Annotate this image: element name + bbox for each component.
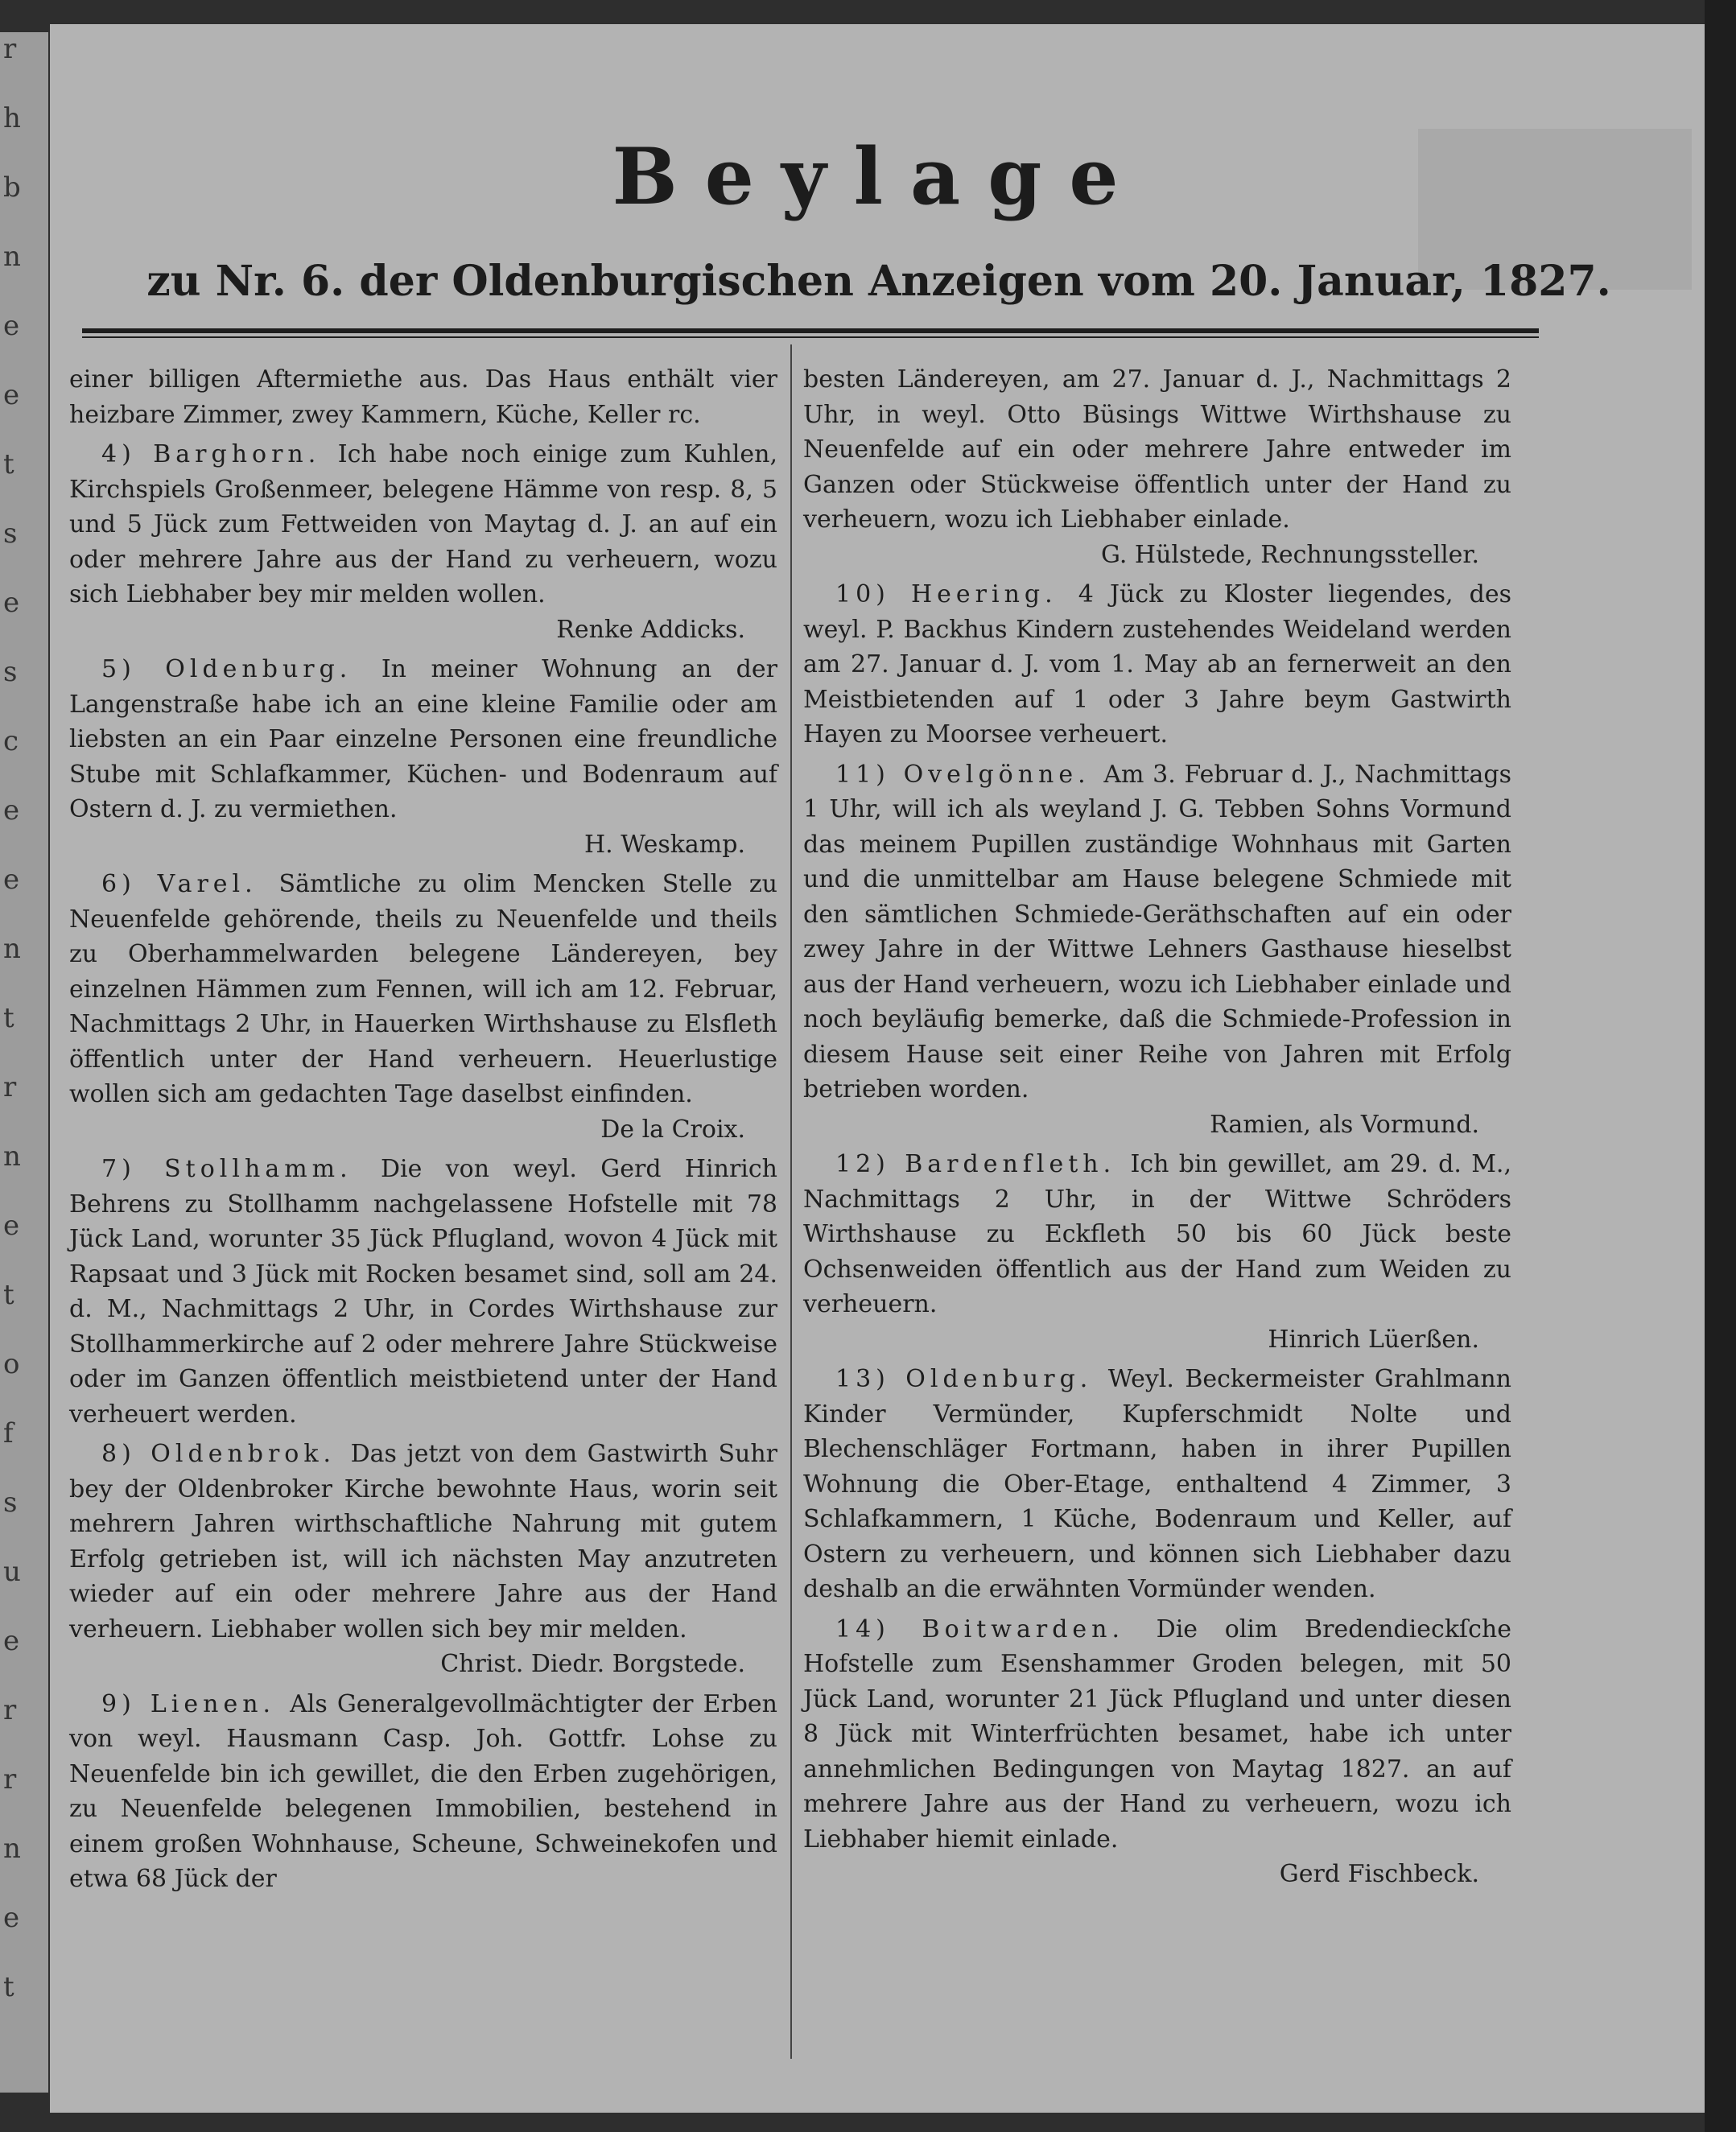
margin-fragment: u xyxy=(3,1556,21,1588)
margin-fragment: r xyxy=(3,1694,17,1726)
page-subtitle: zu Nr. 6. der Oldenburgischen Anzeigen vom 20. Januar, 1827. xyxy=(146,257,1611,306)
margin-fragment: e xyxy=(3,310,20,342)
margin-fragment: e xyxy=(3,794,20,827)
notice-signature: Ramien, als Vormund. xyxy=(1210,1110,1479,1139)
notice-text: Ich habe noch einige zum Kuhlen, Kirchspiels Großenmeer, belegene Hämme von resp. 8, 5 und 5 Jück zum Fettweiden von Maytag d. J. an auf ein oder mehrere Jahre aus der Hand zu verheuern, wozu sich Liebhaber bey mir melden wollen. xyxy=(69,440,777,608)
notice-text: Ich bin gewillet, am 29. d. M., Nachmittags 2 Uhr, in der Wittwe Schröders Wirthshause zu Eckfleth 50 bis 60 Jück beste Ochsenweiden öffentlich aus der Hand zum Weiden zu verheuern. xyxy=(803,1150,1511,1318)
notice-text: Weyl. Beckermeister Grahlmann Kinder Vermünder, Kupferschmidt Nolte und Blechenschläger Fortmann, haben in ihrer Pupillen Wohnung die Ober-Etage, enthaltend 4 Zimmer, 3 Schlafkammern, 1 Küche, Bodenraum und Keller, auf Ostern zu verheuern, und können sich Liebhaber dazu deshalb an die erwähnten Vormünder wenden. xyxy=(803,1365,1511,1603)
right-column xyxy=(803,362,1511,1897)
notice-place: 14) Boitwarden. xyxy=(835,1614,1157,1643)
notice-paragraph xyxy=(69,1687,777,1897)
margin-fragment: n xyxy=(3,1140,21,1173)
notice-paragraph xyxy=(803,1612,1511,1892)
notice-paragraph xyxy=(69,1152,777,1432)
left-page-edge xyxy=(0,32,48,2093)
notice-text: 4 Jück zu Kloster liegendes, des weyl. P. Backhus Kindern zustehendes Weideland werden am 27. Januar d. J. vom 1. May ab an fernerweit an den Meistbietenden auf 1 oder 3 Jahre beym Gastwirth Hayen zu Moorsee verheuert. xyxy=(803,580,1511,748)
notice-paragraph xyxy=(69,652,777,862)
notice-signature: H. Weskamp. xyxy=(583,830,745,859)
margin-fragment: s xyxy=(3,518,18,550)
notice-text: besten Ländereyen, am 27. Januar d. J., Nachmittags 2 Uhr, in weyl. Otto Büsings Wittwe Wirthshause zu Neuenfelde auf ein oder mehrere Jahre entweder im Ganzen oder Stückweise öffentlich unter der Hand zu verheuern, wozu ich Liebhaber einlade. xyxy=(803,365,1511,534)
notice-signature: G. Hülstede, Rechnungssteller. xyxy=(1100,540,1479,569)
margin-fragment: t xyxy=(3,1002,14,1034)
page-title: Beylage xyxy=(612,131,1146,222)
notice-paragraph xyxy=(69,362,777,432)
margin-fragment: c xyxy=(3,725,19,757)
notice-text: Die von weyl. Gerd Hinrich Behrens zu Stollhamm nachgelassene Hofstelle mit 78 Jück Land, worunter 35 Jück Pflugland, wovon 4 Jück mit Rapsaat und 3 Jück mit Rocken besamet sind, soll am 24. d. M., Nachmittags 2 Uhr, in Cordes Wirthshause zur Stollhammerkirche auf 2 oder mehrere Jahre Stückweise oder im Ganzen öffentlich meistbietend unter der Hand verheuert werden. xyxy=(69,1155,778,1429)
notice-signature: Hinrich Lüerßen. xyxy=(1268,1325,1479,1354)
margin-fragment: t xyxy=(3,448,14,480)
notice-signature: Gerd Fischbeck. xyxy=(1279,1860,1479,1888)
left-margin-fragments xyxy=(3,32,35,2093)
notice-text: Das jetzt von dem Gastwirth Suhr bey der Oldenbroker Kirche bewohnte Haus, worin seit mehrern Jahren wirthschaftliche Nahrung mit gutem Erfolg getrieben ist, will ich nächsten May anzutreten wieder auf ein oder mehrere Jahre aus der Hand verheuern. Liebhaber wollen sich bey mir melden. xyxy=(69,1440,777,1643)
notice-place: 8) Oldenbrok. xyxy=(101,1440,351,1468)
notice-paragraph xyxy=(803,757,1511,1143)
column-divider xyxy=(790,344,792,2059)
margin-fragment: e xyxy=(3,1625,20,1657)
margin-fragment: e xyxy=(3,1210,20,1242)
notice-paragraph xyxy=(803,362,1511,572)
margin-fragment: e xyxy=(3,379,20,411)
notice-paragraph xyxy=(69,867,777,1147)
margin-fragment: f xyxy=(3,1417,14,1450)
margin-fragment: n xyxy=(3,933,21,965)
notice-signature: Christ. Diedr. Borgstede. xyxy=(440,1650,745,1678)
page-header xyxy=(50,129,1708,314)
notice-text: In meiner Wohnung an der Langenstraße habe ich an eine kleine Familie oder am liebsten an ein Paar einzelne Personen eine freundliche Stube mit Schlafkammer, Küchen- und Bodenraum auf Ostern d. J. zu vermiethen. xyxy=(69,655,777,823)
margin-fragment: t xyxy=(3,1279,14,1311)
notice-paragraph xyxy=(69,437,777,647)
newspaper-page xyxy=(50,24,1714,2113)
margin-fragment: r xyxy=(3,1763,17,1796)
margin-fragment: h xyxy=(3,102,21,134)
notice-place: 13) Oldenburg. xyxy=(835,1365,1108,1393)
margin-fragment: s xyxy=(3,656,18,688)
notice-signature: De la Croix. xyxy=(600,1115,745,1144)
notice-text: Als Generalgevollmächtigter der Erben von weyl. Hausmann Casp. Joh. Gottfr. Lohse zu Neuenfelde bin ich gewillet, die den Erben zugehörigen, zu Neuenfelde belegenen Immobilien, bestehend in einem großen Wohnhause, Scheune, Schweinekofen und etwa 68 Jück der xyxy=(69,1689,777,1893)
notice-place: 11) Ovelgönne. xyxy=(835,760,1104,789)
notice-place: 4) Barghorn. xyxy=(101,440,338,468)
notice-paragraph xyxy=(803,1362,1511,1607)
notice-text: einer billigen Aftermiethe aus. Das Haus enthält vier heizbare Zimmer, zwey Kammern, Küche, Keller rc. xyxy=(69,365,777,429)
notice-paragraph xyxy=(803,577,1511,753)
margin-fragment: r xyxy=(3,33,17,65)
notice-place: 6) Varel. xyxy=(101,870,279,898)
left-column xyxy=(69,362,777,1902)
notice-text: Die olim Bredendieckſche Hofstelle zum Esenshammer Groden belegen, mit 50 Jück Land, worunter 21 Jück Pflugland und unter diesen 8 Jück mit Winterfrüchten besamet, habe ich unter annehmlichen Bedingungen von Maytag 1827. an auf mehrere Jahre aus der Hand zu verheuern, wozu ich Liebhaber hiemit einlade. xyxy=(803,1614,1511,1854)
notice-signature: Renke Addicks. xyxy=(556,615,745,644)
notice-place: 9) Lienen. xyxy=(101,1689,291,1718)
notice-place: 12) Bardenfleth. xyxy=(835,1150,1131,1178)
notice-paragraph xyxy=(69,1437,777,1682)
header-rule xyxy=(82,328,1539,338)
margin-fragment: e xyxy=(3,1902,20,1934)
notice-text: Am 3. Februar d. J., Nachmittags 1 Uhr, will ich als weyland J. G. Tebben Sohns Vormund das meinem Pupillen zuständige Wohnhaus mit Garten und die unmittelbar am Hause belegene Schmiede mit den sämtlichen Schmiede-Geräthschaften auf ein oder zwey Jahre in der Wittwe Lehners Gasthause hieselbst aus der Hand verheuern, wozu ich Liebhaber einlade und noch beyläufig bemerke, daß die Schmiede-Profession in diesem Hause seit einer Reihe von Jahren mit Erfolg betrieben worden. xyxy=(803,760,1511,1103)
margin-fragment: t xyxy=(3,1971,14,2003)
notice-paragraph xyxy=(803,1147,1511,1357)
margin-fragment: n xyxy=(3,1833,21,1865)
margin-fragment: b xyxy=(3,171,21,204)
margin-fragment: n xyxy=(3,241,21,273)
notice-place: 7) Stollhamm. xyxy=(101,1155,381,1183)
notice-place: 5) Oldenburg. xyxy=(101,655,381,683)
notice-place: 10) Heering. xyxy=(835,580,1078,608)
right-shadow xyxy=(1705,0,1736,2132)
margin-fragment: e xyxy=(3,864,20,896)
notice-text: Sämtliche zu olim Mencken Stelle zu Neuenfelde gehörende, theils zu Neuenfelde und theils zu Oberhammelwarden belegene Ländereyen, bey einzelnen Hämmen zum Fennen, will ich am 12. Februar, Nachmittags 2 Uhr, in Hauerken Wirthshause zu Elsfleth öffentlich unter der Hand verheuern. Heuerlustige wollen sich am gedachten Tage daselbst einfinden. xyxy=(69,870,777,1108)
margin-fragment: s xyxy=(3,1487,18,1519)
margin-fragment: r xyxy=(3,1071,17,1103)
margin-fragment: e xyxy=(3,587,20,619)
margin-fragment: o xyxy=(3,1348,20,1380)
